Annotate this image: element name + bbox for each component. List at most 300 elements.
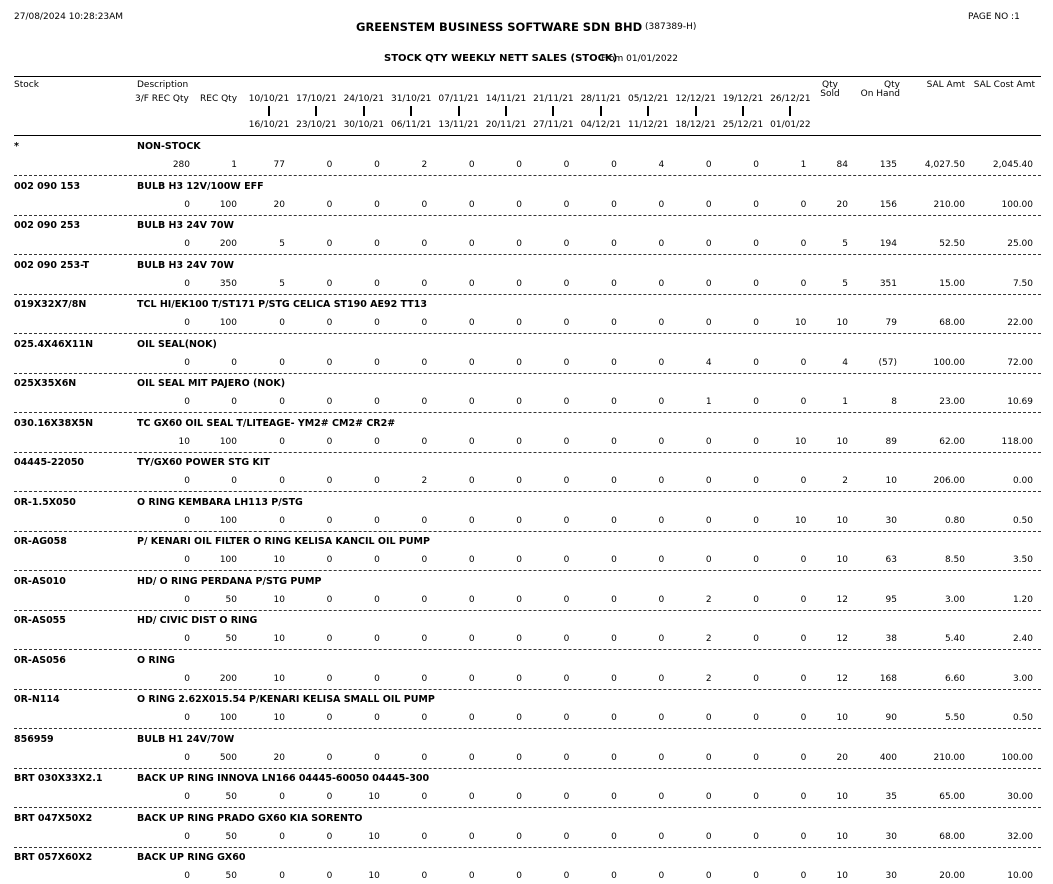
qty-sold: 4 xyxy=(842,357,848,368)
week-qty: 0 xyxy=(468,673,475,684)
sal-cost-amt: 0.50 xyxy=(1012,713,1033,723)
week-qty: 0 xyxy=(374,555,380,565)
week-qty: 0 xyxy=(800,199,807,210)
week-qty: 0 xyxy=(374,752,380,763)
week-qty: 0 xyxy=(326,871,333,881)
week-to-label: 06/11/21 xyxy=(390,120,432,130)
week-qty: 0 xyxy=(374,673,380,684)
col-qty-sold xyxy=(814,80,846,99)
week-qty: 5 xyxy=(279,239,285,249)
qty-sold: 5 xyxy=(842,278,848,289)
week-qty: 0 xyxy=(326,555,333,565)
week-qty: 0 xyxy=(421,634,428,644)
week-qty: 0 xyxy=(563,397,570,407)
week-from-label: 10/10/21 xyxy=(248,94,290,104)
sal-cost-amt: 10.69 xyxy=(1007,397,1033,407)
stock-code: BRT 057X60X2 xyxy=(14,852,93,863)
row-separator xyxy=(14,768,1041,769)
stock-description: NON-STOCK xyxy=(137,141,201,152)
week-from-label: 31/10/21 xyxy=(390,94,432,104)
qty-sold: 12 xyxy=(836,673,848,684)
stock-description: BULB H3 12V/100W EFF xyxy=(137,180,264,192)
week-to-label: 01/01/22 xyxy=(770,120,811,130)
week-qty: 0 xyxy=(468,239,475,249)
stock-description: OIL SEAL(NOK) xyxy=(137,338,217,350)
week-from-label: 28/11/21 xyxy=(580,94,621,104)
week-qty: 0 xyxy=(611,278,617,289)
qty-sold: 10 xyxy=(836,713,848,723)
rec-qty: 50 xyxy=(225,634,237,644)
week-qty: 0 xyxy=(753,357,759,368)
stock-description: O RING 2.62X015.54 P/KENARI KELISA SMALL OIL PUMP xyxy=(137,694,435,705)
week-qty: 10 xyxy=(368,792,380,802)
stock-code: 019X32X7/8N xyxy=(14,299,87,310)
week-from-label: 24/10/21 xyxy=(343,94,384,104)
week-qty: 0 xyxy=(468,871,475,881)
week-qty: 0 xyxy=(658,871,665,881)
week-qty: 0 xyxy=(753,594,759,605)
week-range-tick xyxy=(410,106,412,116)
week-qty: 0 xyxy=(611,199,617,210)
week-from-label: 05/12/21 xyxy=(627,94,669,104)
week-qty: 0 xyxy=(800,871,807,881)
sal-amt: 23.00 xyxy=(939,397,965,407)
week-qty: 0 xyxy=(326,199,333,210)
row-separator xyxy=(14,847,1041,848)
stock-description: HD/ CIVIC DIST O RING xyxy=(137,615,258,626)
row-separator xyxy=(14,491,1041,492)
week-qty: 0 xyxy=(800,397,807,407)
week-qty: 0 xyxy=(753,436,759,447)
week-qty: 0 xyxy=(516,199,522,210)
sal-amt: 20.00 xyxy=(939,871,965,881)
week-qty: 0 xyxy=(326,357,333,368)
week-qty: 5 xyxy=(279,278,285,289)
week-range-tick xyxy=(363,106,365,116)
week-qty: 0 xyxy=(516,357,522,368)
week-qty: 0 xyxy=(374,515,380,526)
week-qty: 0 xyxy=(753,515,759,526)
week-qty: 0 xyxy=(705,831,712,842)
bf-rec-qty: 0 xyxy=(184,199,190,210)
sal-amt: 65.00 xyxy=(939,792,965,802)
week-range-tick xyxy=(695,106,697,116)
qty-on-hand: 194 xyxy=(879,239,897,249)
qty-sold: 10 xyxy=(836,436,848,447)
week-qty: 4 xyxy=(658,160,665,170)
week-to-label: 16/10/21 xyxy=(248,120,290,130)
page-number: 1 xyxy=(1014,12,1020,22)
week-to-label: 04/12/21 xyxy=(580,120,621,130)
week-qty: 0 xyxy=(468,436,475,447)
week-qty: 0 xyxy=(326,792,333,802)
rec-qty: 100 xyxy=(219,436,237,447)
stock-description: BULB H3 24V 70W xyxy=(137,220,235,231)
stock-code: 002 090 253 xyxy=(14,220,81,231)
week-qty: 10 xyxy=(273,713,285,723)
company-reg-no: (387389-H) xyxy=(645,22,697,32)
sal-amt: 3.00 xyxy=(944,594,965,605)
week-qty: 0 xyxy=(753,555,759,565)
qty-on-hand: 400 xyxy=(879,752,897,763)
week-qty: 0 xyxy=(705,752,712,763)
sal-amt: 6.60 xyxy=(944,673,965,684)
week-qty: 0 xyxy=(753,239,759,249)
week-qty: 0 xyxy=(421,239,428,249)
week-qty: 10 xyxy=(273,673,285,684)
week-qty: 20 xyxy=(273,752,285,763)
week-qty: 0 xyxy=(658,278,665,289)
week-qty: 0 xyxy=(468,160,475,170)
week-qty: 2 xyxy=(705,673,712,684)
rec-qty: 200 xyxy=(219,239,237,249)
week-qty: 0 xyxy=(753,318,759,328)
week-qty: 1 xyxy=(800,160,807,170)
sal-cost-amt: 10.00 xyxy=(1007,871,1033,881)
week-qty: 0 xyxy=(374,436,380,447)
week-qty: 0 xyxy=(279,397,285,407)
qty-sold: 5 xyxy=(842,239,848,249)
week-qty: 0 xyxy=(611,752,617,763)
week-qty: 0 xyxy=(516,555,522,565)
qty-sold: 84 xyxy=(836,160,848,170)
week-qty: 0 xyxy=(374,160,380,170)
row-separator xyxy=(14,412,1041,413)
week-qty: 0 xyxy=(563,713,570,723)
week-qty: 0 xyxy=(374,278,380,289)
qty-on-hand: 30 xyxy=(885,871,897,881)
qty-sold: 20 xyxy=(836,199,848,210)
week-qty: 0 xyxy=(279,476,285,486)
week-qty: 0 xyxy=(563,515,570,526)
bf-rec-qty: 0 xyxy=(184,397,190,407)
week-qty: 0 xyxy=(326,831,333,842)
rec-qty: 100 xyxy=(219,515,237,526)
week-qty: 0 xyxy=(421,357,428,368)
week-from-label: 07/11/21 xyxy=(438,94,479,104)
week-range-tick xyxy=(458,106,460,116)
col-qty-on-hand-line2: On Hand xyxy=(860,89,900,99)
week-from-label: 17/10/21 xyxy=(296,94,337,104)
stock-description: P/ KENARI OIL FILTER O RING KELISA KANCIL OIL PUMP xyxy=(137,536,430,547)
week-qty: 0 xyxy=(516,871,522,881)
row-separator xyxy=(14,610,1041,611)
week-qty: 0 xyxy=(468,792,475,802)
sal-cost-amt: 7.50 xyxy=(1012,278,1033,289)
week-qty: 4 xyxy=(705,357,712,368)
week-qty: 0 xyxy=(326,436,333,447)
col-sal-amt: SAL Amt xyxy=(926,80,965,90)
rec-qty: 500 xyxy=(219,752,237,763)
stock-code: 0R-N114 xyxy=(14,694,60,705)
week-qty: 0 xyxy=(611,515,617,526)
week-qty: 0 xyxy=(753,199,759,210)
week-qty: 0 xyxy=(705,239,712,249)
week-qty: 0 xyxy=(658,357,665,368)
sal-cost-amt: 100.00 xyxy=(1001,752,1033,763)
week-range-tick xyxy=(552,106,554,116)
col-rec-qty: REC Qty xyxy=(200,94,238,104)
week-qty: 0 xyxy=(800,634,807,644)
company-name: GREENSTEM BUSINESS SOFTWARE SDN BHD xyxy=(356,20,643,34)
week-range-tick xyxy=(647,106,649,116)
week-qty: 0 xyxy=(374,318,380,328)
week-qty: 0 xyxy=(421,594,428,605)
week-from-label: 19/12/21 xyxy=(722,94,764,104)
qty-on-hand: 35 xyxy=(885,792,897,802)
week-qty: 0 xyxy=(468,831,475,842)
week-qty: 0 xyxy=(658,515,665,526)
sal-amt: 210.00 xyxy=(933,199,965,210)
week-qty: 0 xyxy=(279,515,285,526)
stock-code: 0R-1.5X050 xyxy=(14,496,76,508)
week-qty: 0 xyxy=(421,831,428,842)
week-qty: 10 xyxy=(368,831,380,842)
week-qty: 0 xyxy=(326,160,333,170)
week-qty: 0 xyxy=(658,239,665,249)
week-qty: 0 xyxy=(421,752,428,763)
week-qty: 0 xyxy=(800,673,807,684)
week-qty: 0 xyxy=(374,476,380,486)
week-qty: 0 xyxy=(516,634,522,644)
stock-code: 0R-AS055 xyxy=(14,615,66,626)
week-qty: 0 xyxy=(611,436,617,447)
sal-amt: 68.00 xyxy=(939,831,965,842)
bf-rec-qty: 0 xyxy=(184,357,190,368)
week-qty: 0 xyxy=(658,673,665,684)
qty-sold: 10 xyxy=(836,318,848,328)
stock-code: 025X35X6N xyxy=(14,378,77,389)
sal-cost-amt: 32.00 xyxy=(1007,831,1033,842)
week-qty: 0 xyxy=(563,239,570,249)
rec-qty: 100 xyxy=(219,199,237,210)
week-qty: 0 xyxy=(326,594,333,605)
week-from-label: 26/12/21 xyxy=(770,94,811,104)
week-qty: 0 xyxy=(800,752,807,763)
bf-rec-qty: 0 xyxy=(184,555,190,565)
week-qty: 0 xyxy=(611,831,617,842)
sal-cost-amt: 3.50 xyxy=(1012,555,1033,565)
week-qty: 0 xyxy=(279,318,285,328)
week-to-label: 23/10/21 xyxy=(296,120,337,130)
week-qty: 0 xyxy=(563,673,570,684)
bf-rec-qty: 10 xyxy=(178,436,190,447)
week-qty: 0 xyxy=(753,673,759,684)
row-separator xyxy=(14,728,1041,729)
rec-qty: 50 xyxy=(225,871,237,881)
sal-amt: 5.50 xyxy=(944,713,965,723)
week-qty: 0 xyxy=(516,278,522,289)
qty-on-hand: 89 xyxy=(885,436,897,447)
week-qty: 0 xyxy=(516,831,522,842)
week-qty: 0 xyxy=(753,476,759,486)
sal-cost-amt: 30.00 xyxy=(1007,792,1033,802)
week-qty: 0 xyxy=(326,713,333,723)
week-qty: 0 xyxy=(611,357,617,368)
week-qty: 0 xyxy=(516,160,522,170)
week-from-label: 12/12/21 xyxy=(675,94,716,104)
row-separator xyxy=(14,333,1041,334)
week-range-tick xyxy=(742,106,744,116)
qty-on-hand: 8 xyxy=(891,397,897,407)
week-qty: 0 xyxy=(374,713,380,723)
week-qty: 10 xyxy=(273,555,285,565)
week-qty: 0 xyxy=(611,713,617,723)
week-qty: 0 xyxy=(468,278,475,289)
qty-sold: 1 xyxy=(842,397,848,407)
week-qty: 0 xyxy=(705,792,712,802)
week-qty: 0 xyxy=(611,634,617,644)
qty-on-hand: 30 xyxy=(885,515,897,526)
week-to-label: 11/12/21 xyxy=(627,120,669,130)
week-qty: 0 xyxy=(374,357,380,368)
week-qty: 0 xyxy=(611,160,617,170)
week-qty: 0 xyxy=(421,278,428,289)
sal-amt: 5.40 xyxy=(944,634,965,644)
bf-rec-qty: 0 xyxy=(184,871,190,881)
rec-qty: 100 xyxy=(219,555,237,565)
week-qty: 0 xyxy=(374,239,380,249)
bf-rec-qty: 0 xyxy=(184,713,190,723)
week-qty: 0 xyxy=(516,318,522,328)
qty-on-hand: 90 xyxy=(885,713,897,723)
row-separator xyxy=(14,570,1041,571)
week-qty: 0 xyxy=(611,792,617,802)
header-bottom-rule xyxy=(14,135,1041,136)
stock-description: BULB H3 24V 70W xyxy=(137,259,235,271)
qty-sold: 10 xyxy=(836,792,848,802)
week-qty: 0 xyxy=(563,318,570,328)
week-qty: 0 xyxy=(563,634,570,644)
week-qty: 0 xyxy=(658,476,665,486)
week-qty: 0 xyxy=(468,515,475,526)
week-qty: 0 xyxy=(468,476,475,486)
week-qty: 0 xyxy=(421,436,428,447)
qty-sold: 12 xyxy=(836,594,848,605)
stock-description: BACK UP RING GX60 xyxy=(137,852,246,863)
rec-qty: 0 xyxy=(231,476,237,486)
stock-description: OIL SEAL MIT PAJERO (NOK) xyxy=(137,378,286,389)
week-qty: 0 xyxy=(705,278,712,289)
sal-amt: 206.00 xyxy=(933,476,965,486)
stock-code: 025.4X46X11N xyxy=(14,338,94,350)
week-qty: 0 xyxy=(468,594,475,605)
week-qty: 0 xyxy=(563,199,570,210)
qty-on-hand: 156 xyxy=(879,199,897,210)
stock-description: O RING KEMBARA LH113 P/STG xyxy=(137,496,303,508)
stock-code: 002 090 153 xyxy=(14,180,81,192)
week-qty: 2 xyxy=(421,476,428,486)
week-qty: 0 xyxy=(753,634,759,644)
week-qty: 0 xyxy=(658,397,665,407)
col-qty-sold-line2: Sold xyxy=(820,89,840,99)
week-qty: 0 xyxy=(563,792,570,802)
stock-description: BACK UP RING INNOVA LN166 04445-60050 04445-300 xyxy=(137,773,430,784)
sal-cost-amt: 118.00 xyxy=(1001,436,1033,447)
qty-sold: 10 xyxy=(836,555,848,565)
col-qty-on-hand-line1: Qty xyxy=(884,80,900,90)
bf-rec-qty: 0 xyxy=(184,752,190,763)
week-to-label: 18/12/21 xyxy=(675,120,716,130)
bf-rec-qty: 0 xyxy=(184,278,190,289)
week-qty: 0 xyxy=(611,397,617,407)
qty-sold: 10 xyxy=(836,831,848,842)
rec-qty: 200 xyxy=(219,673,237,684)
row-separator xyxy=(14,807,1041,808)
qty-sold: 20 xyxy=(836,752,848,763)
bf-rec-qty: 0 xyxy=(184,239,190,249)
stock-code: BRT 030X33X2.1 xyxy=(14,773,103,784)
week-qty: 0 xyxy=(468,752,475,763)
week-to-label: 20/11/21 xyxy=(485,120,527,130)
week-range-tick xyxy=(789,106,791,116)
stock-code: 04445-22050 xyxy=(14,457,85,468)
week-qty: 0 xyxy=(563,555,570,565)
week-qty: 0 xyxy=(326,673,333,684)
week-qty: 0 xyxy=(468,713,475,723)
week-qty: 0 xyxy=(800,278,807,289)
bf-rec-qty: 0 xyxy=(184,634,190,644)
week-qty: 0 xyxy=(658,634,665,644)
week-qty: 0 xyxy=(658,594,665,605)
week-qty: 0 xyxy=(279,436,285,447)
week-qty: 0 xyxy=(326,278,333,289)
stock-code: 0R-AS010 xyxy=(14,575,66,587)
rec-qty: 1 xyxy=(231,160,237,170)
week-qty: 0 xyxy=(421,397,428,407)
week-qty: 0 xyxy=(421,318,428,328)
week-qty: 0 xyxy=(753,397,759,407)
week-qty: 0 xyxy=(421,792,428,802)
row-separator xyxy=(14,215,1041,216)
page-label: PAGE NO : xyxy=(968,12,1015,22)
week-qty: 0 xyxy=(326,476,333,486)
rec-qty: 50 xyxy=(225,594,237,605)
week-qty: 0 xyxy=(468,357,475,368)
row-separator xyxy=(14,452,1041,453)
week-qty: 0 xyxy=(326,397,333,407)
week-qty: 0 xyxy=(800,792,807,802)
week-qty: 0 xyxy=(705,871,712,881)
qty-on-hand: 63 xyxy=(885,555,897,565)
bf-rec-qty: 280 xyxy=(172,160,190,170)
week-qty: 0 xyxy=(516,515,522,526)
row-separator xyxy=(14,649,1041,650)
stock-description: BULB H1 24V/70W xyxy=(137,733,235,745)
week-qty: 0 xyxy=(705,436,712,447)
week-qty: 0 xyxy=(516,752,522,763)
stock-code: 002 090 253-T xyxy=(14,259,90,271)
report-date-range: From 01/01/2022 xyxy=(601,54,679,64)
week-qty: 0 xyxy=(800,831,807,842)
week-qty: 0 xyxy=(753,160,759,170)
stock-code: * xyxy=(14,141,19,152)
week-qty: 0 xyxy=(658,436,665,447)
sal-cost-amt: 2,045.40 xyxy=(992,160,1033,170)
col-qty-on-hand xyxy=(850,80,900,99)
report-datetime: 27/08/2024 10:28:23AM xyxy=(14,12,124,22)
qty-on-hand: 351 xyxy=(879,278,897,289)
week-qty: 10 xyxy=(794,436,807,447)
week-qty: 0 xyxy=(563,752,570,763)
sal-amt: 0.80 xyxy=(944,515,965,526)
week-qty: 0 xyxy=(516,436,522,447)
week-qty: 0 xyxy=(468,634,475,644)
week-qty: 0 xyxy=(658,713,665,723)
qty-on-hand: 168 xyxy=(879,673,897,684)
week-qty: 0 xyxy=(563,278,570,289)
stock-description: TCL HI/EK100 T/ST171 P/STG CELICA ST190 AE92 TT13 xyxy=(137,299,427,310)
